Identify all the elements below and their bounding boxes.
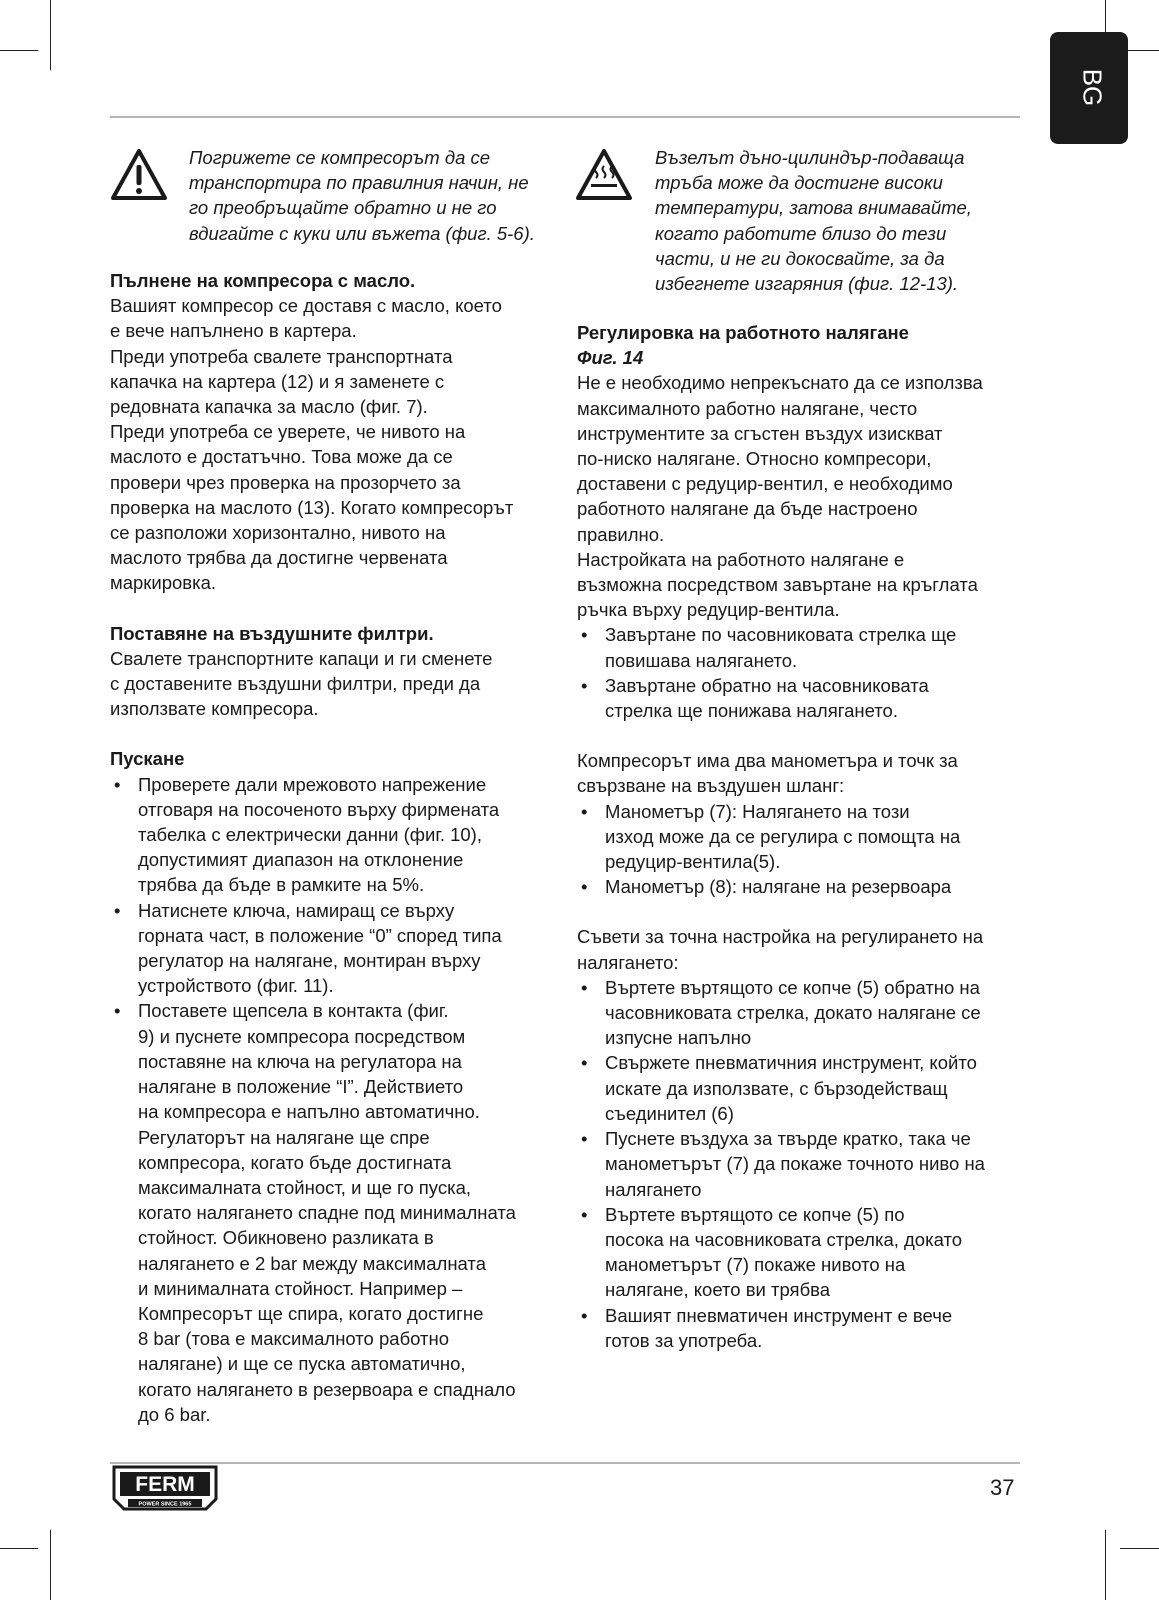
list-item: • Въртете въртящото се копче (5) по посока на часовниковата стрелка, докато манометърът (7) покаже нивото на налягане, което ви трябва [577, 1202, 1027, 1303]
crop-mark [0, 1548, 38, 1549]
crop-mark [1105, 1530, 1106, 1600]
tips-list [577, 975, 1027, 1353]
list-item: • Поставете щепсела в контакта (фиг. 9) и пуснете компресора посредством поставяне на ключа на регулатора на налягане в положение “I”. Действието на компресора е напълно автоматично. Регулаторът на налягане ще спре компресора, когато бъде достигната максималната стойност, и ще го пуска, когато налягането спадне под минималната стойност. Обикновено разликата в налягането е 2 bar между максималната и минималната стойност. Например – Компресорът ще спира, когато достигне 8 bar (това е максималното работно налягане) и ще се пуска автоматично, когато налягането в резервоара е спаднало до 6 bar. [110, 998, 565, 1426]
tips-intro: Съвети за точна настройка на регулирането на налягането: [577, 926, 984, 973]
list-item: • Вашият пневматичен инструмент е вече готов за употреба. [577, 1303, 1027, 1353]
footer-rule [110, 1462, 1020, 1464]
crop-mark [1120, 1548, 1159, 1549]
list-item: • Завъртане обратно на часовниковата стрелка ще понижава налягането. [577, 673, 1027, 723]
warning-triangle-icon [110, 148, 168, 202]
regulation-heading: Регулировка на работното налягане [577, 322, 909, 343]
logo-brand: FERM [135, 1473, 195, 1496]
regulation-figure-ref: Фиг. 14 [577, 347, 644, 369]
filter-body: Свалете транспортните капаци и ги сменете с доставените въздушни филтри, преди да използвате компресора. [110, 647, 493, 720]
hot-surface-icon [575, 148, 633, 202]
list-item: • Проверете дали мрежовото напрежение отговаря на посоченото върху фирмената табелка с електрически данни (фиг. 10), допустимият диапазон на отклонение трябва да бъде в рамките на 5%. [110, 772, 565, 898]
crop-mark [50, 1530, 51, 1600]
list-item: • Завъртане по часовниковата стрелка ще повишава налягането. [577, 622, 1027, 672]
filter-heading: Поставяне на въздушните филтри. [110, 622, 434, 644]
oil-body: Вашият компресор се доставя с масло, което е вече напълнено в картера. Преди употреба свалете транспортната капачка на картера (12) и я заменете с редовната капачка за масло (фиг. 7). Преди употреба се уверете, че нивото на маслото е достатъчно. Това може да се провери чрез проверка на прозорчето за проверка на маслото (13). Когато компресорът се разположи хоризонтално, нивото на маслото трябва да достигне червената маркировка. [110, 295, 514, 594]
left-column [110, 268, 565, 1427]
ferm-logo [110, 1463, 220, 1513]
list-item: • Манометър (8): налягане на резервоара [577, 874, 1027, 899]
crop-mark [0, 50, 38, 51]
start-heading: Пускане [110, 748, 185, 770]
page-number: 37 [990, 1475, 1015, 1500]
crop-mark [1105, 0, 1106, 32]
oil-heading: Пълнене на компресора с масло. [110, 270, 416, 291]
list-item: • Пуснете въздуха за твърде кратко, така че манометърът (7) да покаже точното ниво на налягането [577, 1126, 1027, 1202]
header-rule [110, 116, 1020, 118]
hot-surface-warning-text: Възелът дъно-цилиндър-подаваща тръба може да достигне високи температури, затова внимавайте, когато работите близо до тези части, и не ги докосвайте, за да избегнете изгаряния (фиг. 12-13). [655, 147, 972, 295]
right-column [577, 320, 1027, 1353]
language-tab-label: BG [1077, 68, 1108, 107]
list-item: • Натиснете ключа, намиращ се върху горната част, в положение “0” според типа регулатор на налягане, монтиран върху устройството (фиг. 11). [110, 898, 565, 999]
regulation-list [577, 622, 1027, 723]
crop-mark [50, 0, 51, 70]
gauge-intro: Компресорът има два манометъра и точк за свързване на въздушен шланг: [577, 750, 958, 797]
regulation-body: Не е необходимо непрекъснато да се използва максималното работно налягане, често инструментите за сгъстен въздух изискват по-ниско налягане. Относно компресори, доставени с редуцир-вентил, е необходимо работното налягане да бъде настроено правилно. Настройката на работното налягане е възможна посредством завъртане на кръглата ръчка върху редуцир-вентила. [577, 372, 983, 621]
language-tab [1050, 32, 1128, 144]
list-item: • Въртете въртящото се копче (5) обратно на часовниковата стрелка, докато налягане се изпусне напълно [577, 975, 1027, 1051]
logo-tagline: POWER SINCE 1965 [138, 1501, 192, 1508]
gauge-list [577, 799, 1027, 900]
list-item: • Свържете пневматичния инструмент, който искате да използвате, с бързодействащ съединител (6) [577, 1050, 1027, 1126]
start-list [110, 772, 565, 1427]
list-item: • Манометър (7): Налягането на този изход може да се регулира с помощта на редуцир-вентила(5). [577, 799, 1027, 875]
transport-warning-text: Погрижете се компресорът да се транспортира по правилния начин, не го преобръщайте обратно и не го вдигайте с куки или въжета (фиг. 5-6). [189, 147, 535, 244]
